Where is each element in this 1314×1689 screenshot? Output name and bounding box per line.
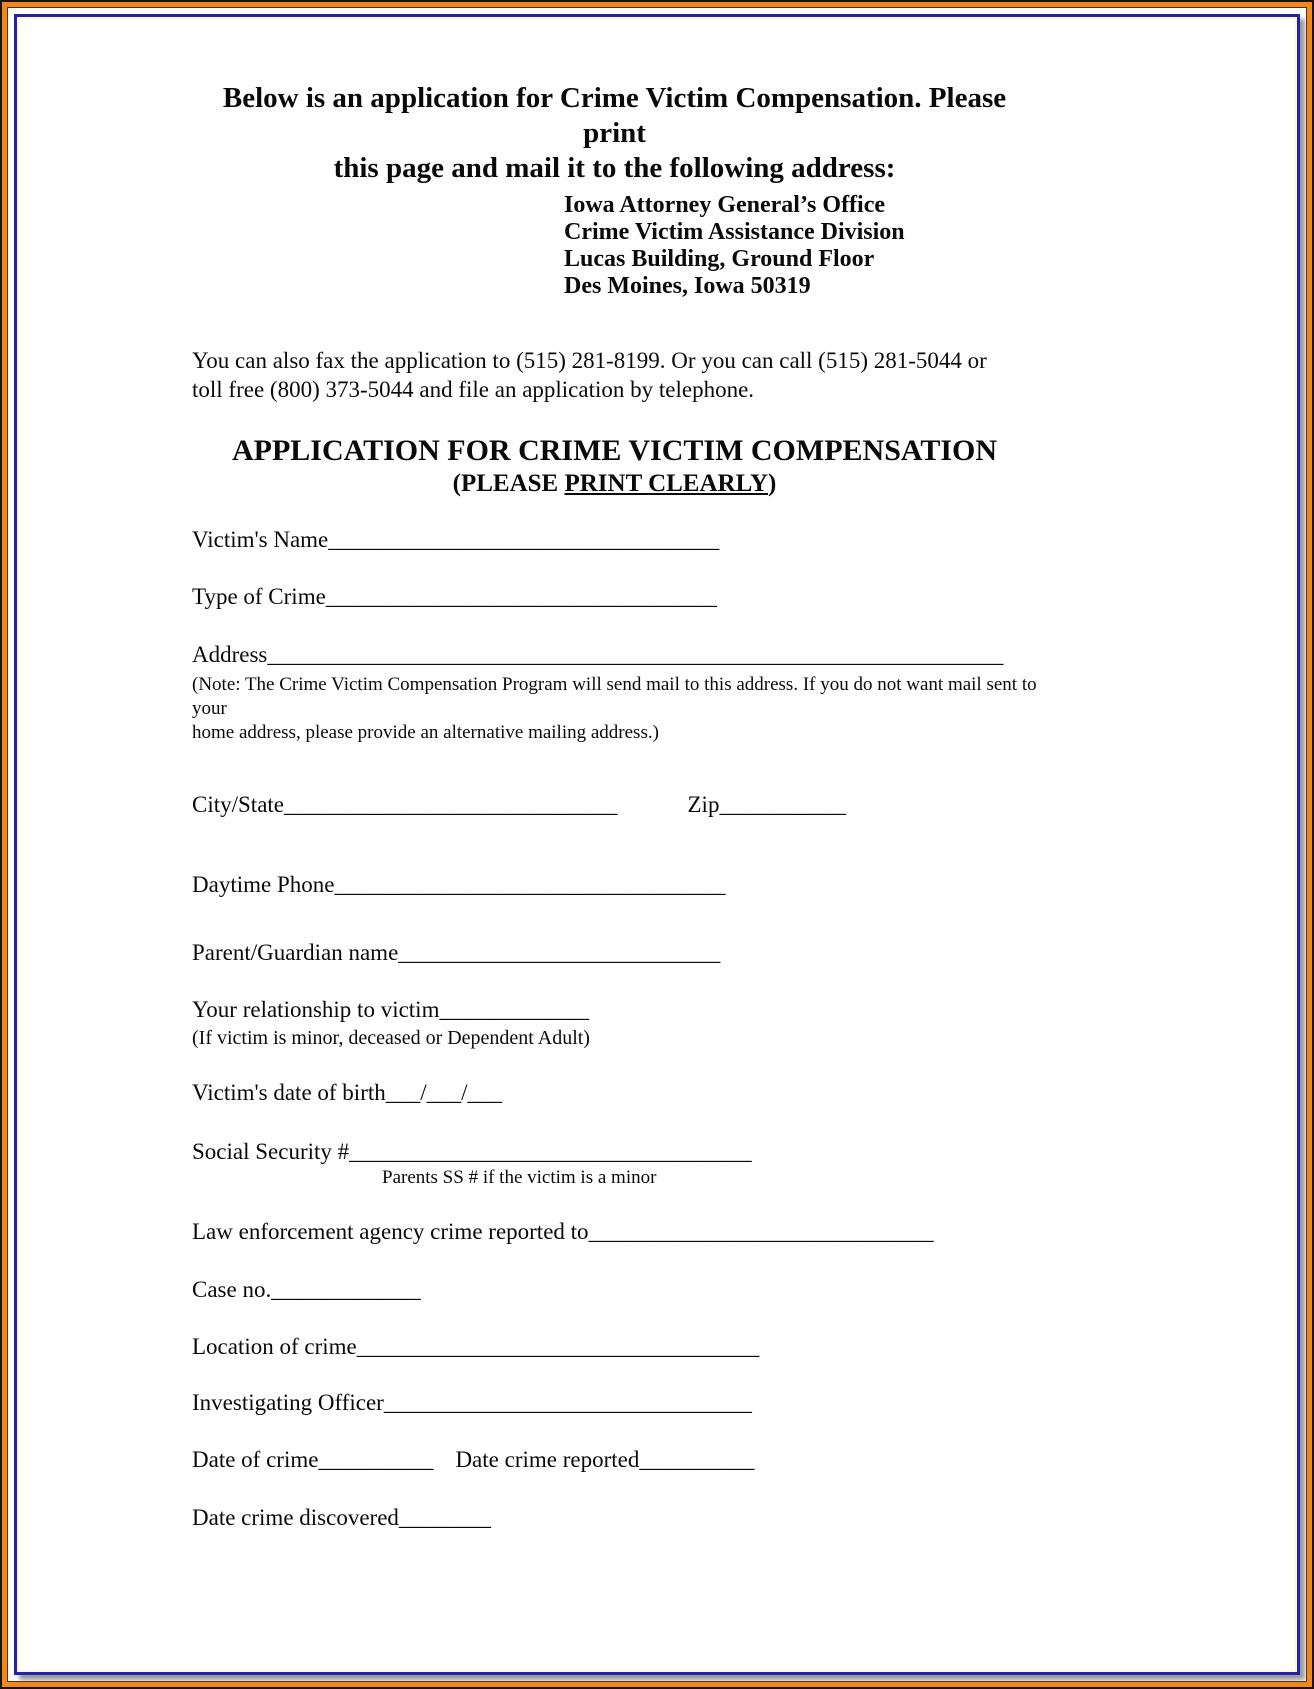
field-relationship bbox=[192, 996, 1052, 1024]
intro-heading bbox=[192, 81, 1037, 186]
field-date-of-birth bbox=[192, 1079, 1052, 1107]
form-title: APPLICATION FOR CRIME VICTIM COMPENSATION bbox=[231, 434, 998, 467]
field-victims-name bbox=[192, 526, 1052, 554]
blank-line: _____________________________ bbox=[284, 792, 618, 817]
form-sheet bbox=[14, 14, 1300, 1675]
field-case-no bbox=[192, 1276, 1052, 1304]
address-note-line1: (Note: The Crime Victim Compensation Program will send mail to this address. If you do not want mail sent to your bbox=[192, 674, 1037, 719]
field-label: Law enforcement agency crime reported to bbox=[192, 1219, 589, 1244]
field-investigating-officer bbox=[192, 1389, 1052, 1417]
field-label: Date crime discovered bbox=[192, 1505, 399, 1530]
field-label-date-reported: Date crime reported bbox=[455, 1447, 640, 1472]
mailing-address-block bbox=[564, 192, 1052, 300]
field-date-discovered bbox=[192, 1504, 1052, 1532]
mailing-address-line: Crime Victim Assistance Division bbox=[564, 219, 905, 245]
relationship-note: (If victim is minor, deceased or Dependent Adult) bbox=[192, 1027, 590, 1049]
field-label: Case no. bbox=[192, 1277, 272, 1302]
form-content bbox=[17, 17, 1052, 1532]
blank-line: ______________________________ bbox=[588, 1219, 934, 1244]
address-note bbox=[192, 673, 1052, 745]
intro-heading-line1: Below is an application for Crime Victim Compensation. Please print bbox=[222, 82, 1007, 149]
field-label: City/State bbox=[192, 792, 284, 817]
blank-line: ________________________________________________________________ bbox=[267, 642, 1004, 667]
mailing-address-line: Des Moines, Iowa 50319 bbox=[564, 273, 811, 299]
field-label-zip: Zip bbox=[687, 792, 720, 817]
field-label: Victim's Name bbox=[192, 527, 329, 552]
field-label: Daytime Phone bbox=[192, 872, 335, 897]
blank-line: ___________ bbox=[719, 792, 846, 817]
field-label: Social Security # bbox=[192, 1139, 350, 1164]
address-note-line2: home address, please provide an alternative mailing address.) bbox=[192, 722, 659, 743]
subtitle-suffix: ) bbox=[768, 470, 777, 497]
outer-frame bbox=[7, 7, 1307, 1682]
field-label: Your relationship to victim bbox=[192, 997, 440, 1022]
blank-line: __________ bbox=[639, 1447, 755, 1472]
blank-line: ________________________________ bbox=[383, 1390, 752, 1415]
blank-line: _____________ bbox=[271, 1277, 421, 1302]
mailing-address-line: Iowa Attorney General’s Office bbox=[564, 192, 886, 218]
field-city-state-zip bbox=[192, 791, 1052, 819]
field-daytime-phone bbox=[192, 871, 1052, 899]
field-parent-guardian bbox=[192, 939, 1052, 967]
field-label: Location of crime bbox=[192, 1334, 357, 1359]
fax-instructions-line1: You can also fax the application to (515) 281-8199. Or you can call (515) 281-5044 or bbox=[192, 348, 987, 373]
blank-line: ___________________________________ bbox=[349, 1139, 752, 1164]
field-label: Victim's date of birth bbox=[192, 1080, 386, 1105]
blank-line: __________________________________ bbox=[325, 584, 717, 609]
field-address bbox=[192, 641, 1052, 669]
social-security-caption: Parents SS # if the victim is a minor bbox=[382, 1167, 657, 1188]
field-label: Address bbox=[192, 642, 268, 667]
field-social-security bbox=[192, 1138, 1052, 1166]
field-label: Date of crime bbox=[192, 1447, 319, 1472]
subtitle-underlined: PRINT CLEARLY bbox=[564, 470, 769, 497]
blank-line: _____________ bbox=[439, 997, 589, 1022]
field-label: Type of Crime bbox=[192, 584, 326, 609]
field-type-of-crime bbox=[192, 583, 1052, 611]
fax-instructions bbox=[192, 346, 1037, 404]
blank-line: ________ bbox=[398, 1505, 491, 1530]
blank-line: ___________________________________ bbox=[356, 1334, 760, 1359]
intro-heading-line2: this page and mail it to the following address: bbox=[333, 152, 896, 184]
form-subtitle bbox=[192, 470, 1037, 498]
fax-instructions-line2: toll free (800) 373-5044 and file an application by telephone. bbox=[192, 377, 755, 402]
field-law-agency bbox=[192, 1218, 1052, 1246]
mailing-address-line: Lucas Building, Ground Floor bbox=[564, 246, 875, 272]
blank-line: __________ bbox=[318, 1447, 434, 1472]
field-label: Parent/Guardian name bbox=[192, 940, 399, 965]
subtitle-prefix: (PLEASE bbox=[452, 470, 565, 497]
blank-line: __________________________________ bbox=[334, 872, 726, 897]
field-crime-dates bbox=[192, 1446, 1052, 1474]
blank-line: ____________________________ bbox=[398, 940, 721, 965]
field-crime-location bbox=[192, 1333, 1052, 1361]
blank-line: ___/___/___ bbox=[385, 1080, 503, 1105]
blank-line: __________________________________ bbox=[328, 527, 720, 552]
field-label: Investigating Officer bbox=[192, 1390, 384, 1415]
